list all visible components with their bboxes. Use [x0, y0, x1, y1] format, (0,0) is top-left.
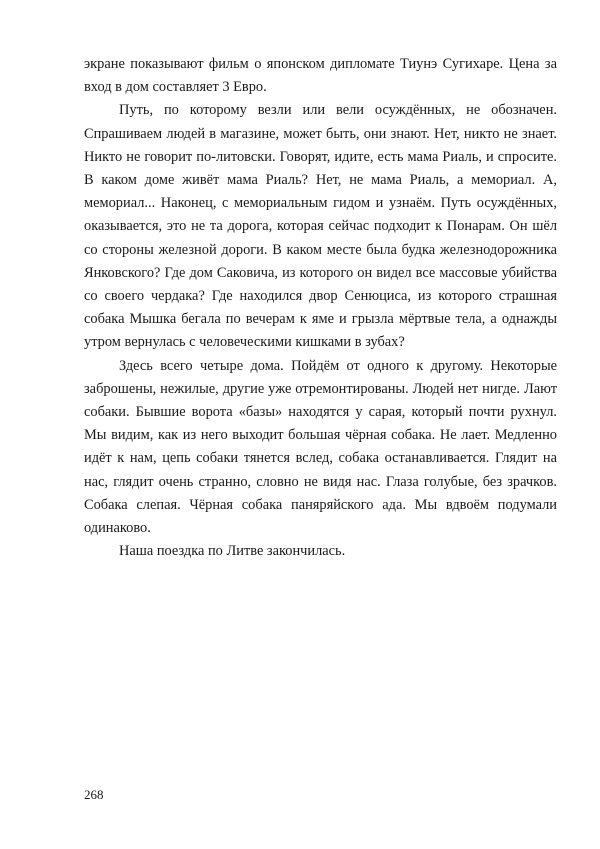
paragraph-trip-ended: Наша поездка по Литве закончилась. — [119, 543, 346, 560]
paragraph-four-houses: Здесь всего четыре дома. Пойдём от одного к другому. Некоторые заброшены, нежилые, другие уже отремонтированы. Людей нет нигде. Лают собаки. Бывшие ворота «базы» находятся у сарая, который почти рухнул. Мы видим, как из него выходит большая чёрная собака. Не лает. Медленно идёт к нам, цепь собаки тянется вслед, собака останавливается. Глядит на нас, глядит очень странно, словно не видя нас. Глаза голубые, без зрачков. Собака слепая. Чёрная собака паняряйского ада. Мы вдвоём подумали одинаково. — [84, 357, 557, 537]
body-text — [84, 53, 557, 563]
paragraph-path-of-condemned: Путь, по которому везли или вели осуждённых, не обозначен. Спрашиваем людей в магазине, может быть, они знают. Нет, никто не знает. Никто не говорит по-литовски. Говорят, идите, есть мама Риаль, и спросите. В каком доме живёт мама Риаль? Нет, не мама Риаль, а мемориал. А, мемориал... Наконец, с мемориальным гидом и узнаём. Путь осуждённых, оказывается, это не та дорога, которая сейчас подходит к Понарам. Он шёл со стороны железной дороги. В каком месте была будка железнодорожника Янковского? Где дом Саковича, из которого он видел все массовые убийства со своего чердака? Где находился двор Сенюциса, из которого страшная собака Мышка бегала по вечерам к яме и грызла мёртвые тела, а однажды утром вернулась с человеческими кишками в зубах? — [84, 102, 557, 351]
paragraph-continuation: экране показывают фильм о японском дипломате Тиунэ Сугихаре. Цена за вход в дом составляет 3 Евро. — [84, 56, 557, 96]
page-number: 268 — [84, 787, 104, 802]
